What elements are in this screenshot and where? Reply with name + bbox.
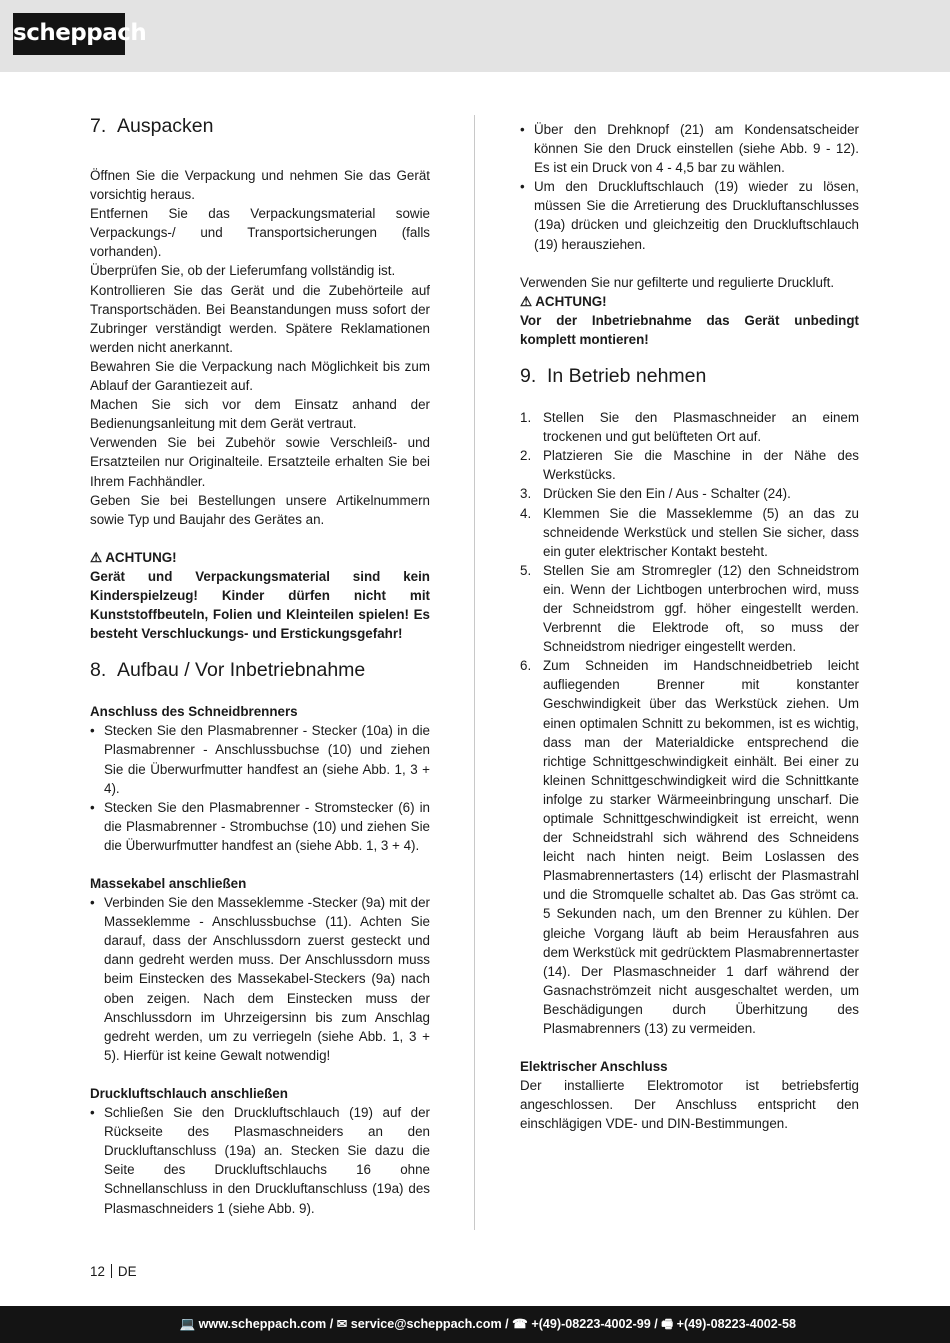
numbered-list [520,408,859,1038]
list-item: • Um den Druckluftschlauch (19) wieder zu lösen, müssen Sie die Arretierung des Druckluftanschlusses (19a) drücken und gleichzeitig den Druckluftschlauch (19) herausziehen. [520,177,859,253]
list-item: 5. Stellen Sie am Stromregler (12) den Schneidstrom ein. Wenn der Lichtbogen unterbrochen wird, muss der Schneidstrom ggf. höher eingestellt werden. Verbrennt die Elektrode oft, so muss der Schneidstrom niedriger eingestellt werden. [520,562,859,655]
list-item: • Schließen Sie den Druckluftschlauch (19) auf der Rückseite des Plasmaschneiders an den Druckluftanschluss (19a) an. Stecken Sie dazu die Seite des Druckluftschlauchs 16 ohne Schnellanschluss in den Druckluftanschluss (19a) des Plasmaschneiders 1 (siehe Abb. 9). [90,1103,430,1218]
warning-text: Vor der Inbetriebnahme das Gerät unbedingt komplett montieren! [520,312,859,347]
list-item: 4. Klemmen Sie die Masseklemme (5) an das zu schneidende Werkstück und stellen Sie sicher, dass ein guter elektrischer Kontakt besteht. [520,505,859,559]
page-footer [0,1306,950,1343]
bullet-list [90,721,430,855]
paragraph: Machen Sie sich vor dem Einsatz anhand der Bedienungsanleitung mit dem Gerät vertraut. [90,397,430,432]
bullet-list [90,1103,430,1218]
page-separator [111,1264,112,1278]
warning-text: Gerät und Verpackungsmaterial sind kein Kinderspielzeug! Kinder dürfen nicht mit Kunststoffbeuteln, Folien und Kleinteilen spielen! Es besteht Verschluckungs- und Erstickungsgefahr! [90,568,430,642]
list-item: • Stecken Sie den Plasmabrenner - Stecker (10a) in die Plasmabrenner - Anschlussbuchse (10) und ziehen Sie die Überwurfmutter handfest an (siehe Abb. 1, 3 + 4). [90,721,430,797]
page-language: DE [117,1264,137,1279]
page-header [0,0,950,72]
list-item: 2. Platzieren Sie die Maschine in der Nähe des Werkstücks. [520,448,859,483]
paragraph: Überprüfen Sie, ob der Lieferumfang vollständig ist. [90,263,396,279]
list-item: 3. Drücken Sie den Ein / Aus - Schalter (24). [520,486,791,502]
column-divider [474,115,475,1230]
section-number: 9. [520,365,537,388]
paragraph: Verwenden Sie nur gefilterte und regulierte Druckluft. [520,274,835,290]
paragraph: Öffnen Sie die Verpackung und nehmen Sie das Gerät vorsichtig heraus. [90,168,430,203]
phone-number: ☎ +(49)-08223-4002-99 / [512,1317,658,1331]
paragraph: Der installierte Elektromotor ist betriebsfertig angeschlossen. Der Anschluss entspricht den einschlägigen VDE- und DIN-Bestimmungen. [520,1078,859,1132]
paragraph: Kontrollieren Sie das Gerät und die Zubehörteile auf Transportschäden. Bei Beanstandungen muss sofort der Zubringer verständigt werden. Spätere Reklamationen werden nicht anerkannt. [90,282,430,355]
section-title: Auspacken [117,115,214,137]
subheading: Massekabel anschließen [90,876,247,891]
scheppach-logo[interactable]: scheppach [13,13,125,55]
section-8-heading [90,657,430,683]
section-number: 7. [90,115,107,137]
warning-label: ⚠ ACHTUNG! [520,293,607,309]
paragraph: Verwenden Sie bei Zubehör sowie Verschleiß- und Ersatzteilen nur Originalteile. Ersatzteile erhalten Sie bei Ihrem Fachhändler. [90,435,430,489]
subheading: Anschluss des Schneidbrenners [90,704,298,720]
bullet-list [90,893,430,1065]
list-item: • Über den Drehknopf (21) am Kondensatscheider können Sie den Druck einstellen (siehe Abb. 9 - 12). Es ist ein Druck von 4 - 4,5 bar zu wählen. [520,120,859,177]
subheading: Elektrischer Anschluss [520,1059,668,1075]
email-link[interactable]: ✉ service@scheppach.com / [336,1317,509,1331]
paragraph: Bewahren Sie die Verpackung nach Möglichkeit bis zum Ablauf der Garantiezeit auf. [90,358,430,394]
list-item: • Verbinden Sie den Masseklemme -Stecker (9a) mit der Masseklemme - Anschlussbuchse (11). Achten Sie darauf, dass der Anschlussdorn zuerst gesteckt und dann gedreht werden muss. Der Anschlussdorn muss beim Einstecken des Massekabel-Steckers (9a) nach oben zeigen. Nach dem Einstecken muss der Anschlussdorn im Uhrzeigersinn bis zum Anschlag gedreht werden, um zu verriegeln (siehe Abb. 1, 3 + 5). Hierfür ist keine Gewalt notwendig! [90,893,430,1065]
warning-label: ⚠ ACHTUNG! [90,549,177,565]
section-title: In Betrieb nehmen [547,365,707,388]
website-link[interactable]: 💻 www.scheppach.com / [179,1317,334,1331]
list-item: 6. Zum Schneiden im Handschneidbetrieb leicht aufliegenden Brenner mit konstanter Geschwindigkeit über das Werkstück ziehen. Um einen optimalen Schnitt zu bekommen, ist es wichtig, dass man der Materialdicke entsprechend die richtige Schnittgeschwindigkeit einhält. Bei einer zu kleinen Schnittgeschwindigkeit wird die Schnittkante infolge zu starker Wärmeeinbringung unscharf. Die optimale Schnittgeschwindigkeit ist erreicht, wenn der Schneidstrahl sich während des Schneidens leicht nach hinten neigt. Beim Loslassen des Plasmabrennertasters (14) erlischt der Plasmastrahl und die Stromquelle schaltet ab. Das Gas strömt ca. 5 Sekunden nach, um den Brenner zu kühlen. Der gleiche Vorgang läuft ab beim Herausfahren aus dem Werkstück mit gedrücktem Plasmabrennertaster (14). Der Plasmaschneider 1 darf während der Gasnachströmzeit nicht ausgeschaltet werden, um Beschädigungen durch Überhitzung des Plasmabrenners (13) zu vermeiden. [520,658,859,1037]
section-title: Aufbau / Vor Inbetriebnahme [117,659,366,682]
section-9-heading [520,363,859,389]
paragraph: Entfernen Sie das Verpackungsmaterial sowie Verpackungs-/ und Transportsicherungen (falls vorhanden). [90,206,430,260]
left-column [90,113,430,1218]
fax-number: 🖷 +(49)-08223-4002-58 [661,1317,796,1331]
page-number [90,1264,137,1279]
section-number: 8. [90,659,107,682]
page-number-value: 12 [90,1264,105,1279]
bullet-list [520,120,859,254]
section-7-heading [90,113,430,139]
paragraph: Geben Sie bei Bestellungen unsere Artikelnummern sowie Typ und Baujahr des Gerätes an. [90,492,430,527]
list-item: 1. Stellen Sie den Plasmaschneider an einem trockenen und gut belüfteten Ort auf. [520,410,859,445]
list-item: • Stecken Sie den Plasmabrenner - Stromstecker (6) in die Plasmabrenner - Strombuchse (10) und ziehen Sie die Überwurfmutter handfest an (siehe Abb. 1, 3 + 4). [90,798,430,855]
right-column [520,120,859,1134]
subheading: Druckluftschlauch anschließen [90,1085,288,1101]
